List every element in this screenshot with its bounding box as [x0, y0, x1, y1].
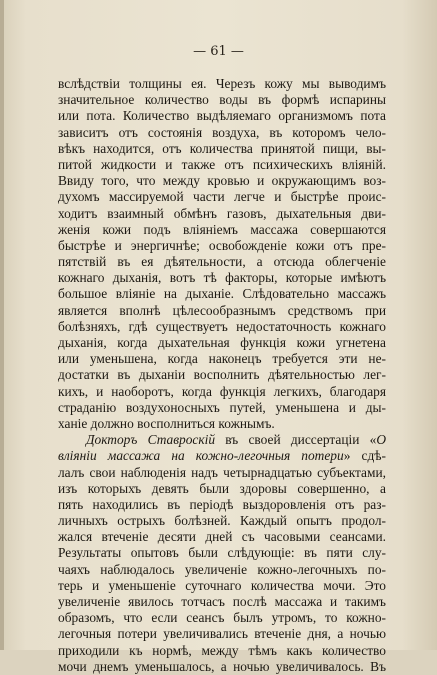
text-line: Результаты опытовъ были слѣдующіе: въ пяти слу-: [58, 545, 386, 561]
text-line: питой жидкости и также отъ психическихъ вліяній.: [58, 156, 386, 172]
text-line: изъ которыхъ девять были здоровы совершенно, а: [58, 480, 386, 496]
text-line: значительное количество воды въ формѣ испарины: [58, 92, 386, 108]
body-text: [58, 76, 386, 675]
text-line: вліяніи массажа на кожно-легочныя потери» сдѣ-: [58, 448, 386, 464]
text-line: дыханія, когда дыхательная функція кожи угнетена: [58, 335, 386, 350]
text-line: достатки въ дыханіи восполнить дѣятельностью лег-: [58, 367, 386, 383]
text-line: образомъ, что если сеансъ былъ утромъ, то кожно-: [58, 610, 386, 626]
text-line: духомъ массируемой части легче и быстрѣе проис-: [58, 189, 386, 205]
text-line: вѣкъ находится, отъ количества принятой пищи, вы-: [58, 140, 386, 156]
text-line: чаяхъ наблюдалось увеличеніе кожно-легочныхъ по-: [58, 561, 386, 577]
text-line: или уменьшена, когда наконецъ требуется эти не-: [58, 351, 386, 367]
text-line: кожнаго дыханія, вотъ тѣ факторы, которые имѣютъ: [58, 270, 386, 286]
text-line: или пота. Количество выдѣляемаго организмомъ пота: [58, 108, 386, 124]
text-line: зависитъ отъ состоянія воздуха, въ которомъ чело-: [58, 124, 386, 140]
text-line: личныхъ острыхъ болѣзней. Каждый опытъ продол-: [58, 513, 386, 529]
text-line: болѣзняхъ, гдѣ существуетъ недостаточность кожнаго: [58, 318, 386, 334]
text-line: приходили къ нормѣ, между тѣмъ какъ количество: [58, 642, 386, 658]
text-line: женія кожи подъ вліяніемъ массажа совершаются: [58, 221, 386, 237]
text-line: увеличеніе явилось тотчасъ послѣ массажа и такимъ: [58, 594, 386, 609]
text-line: легочныя потери увеличивались втеченіе дня, а ночью: [58, 626, 386, 642]
text-line: жался втеченіе десяти дней съ часовыми сеансами.: [58, 529, 386, 545]
text-line: большое вліяніе на дыханіе. Слѣдовательно массажъ: [58, 286, 386, 302]
text-line: терь и уменьшеніе суточнаго количества мочи. Это: [58, 577, 386, 593]
text-line: пять находились въ періодѣ выздоровленія отъ раз-: [58, 496, 386, 512]
text-line: пятствій въ ея дѣятельности, а отсюда облегченіе: [58, 254, 386, 270]
text-line: ходитъ взаимный обмѣнъ газовъ, дыхательныя дви-: [58, 205, 386, 221]
text-line: кихъ, и наоборотъ, когда функція легкихъ, благодаря: [58, 383, 386, 399]
text-line: является вполнѣ цѣлесообразнымъ средствомъ при: [58, 302, 386, 318]
text-line: быстрѣе и энергичнѣе; освобожденіе кожи отъ пре-: [58, 237, 386, 253]
text-line: мочи днемъ уменьшалось, а ночью увеличивалось. Въ: [58, 658, 386, 674]
page-number: — 61 —: [193, 44, 244, 59]
page-spine-edge: [0, 0, 4, 650]
text-line: лалъ свои наблюденія надъ четырнадцатью субъектами,: [58, 464, 386, 480]
text-line: ханіе должно восполниться кожнымъ.: [58, 415, 275, 431]
text-line: Докторъ Ставроскій въ своей диссертаціи «О: [86, 432, 386, 448]
text-line: вслѣдствіи толщины ея. Черезъ кожу мы выводимъ: [58, 76, 386, 91]
text-line: Ввиду того, что между кровью и окружающимъ воз-: [58, 173, 386, 189]
text-line: страданію воздухоносныхъ путей, уменьшена и ды-: [58, 399, 386, 415]
